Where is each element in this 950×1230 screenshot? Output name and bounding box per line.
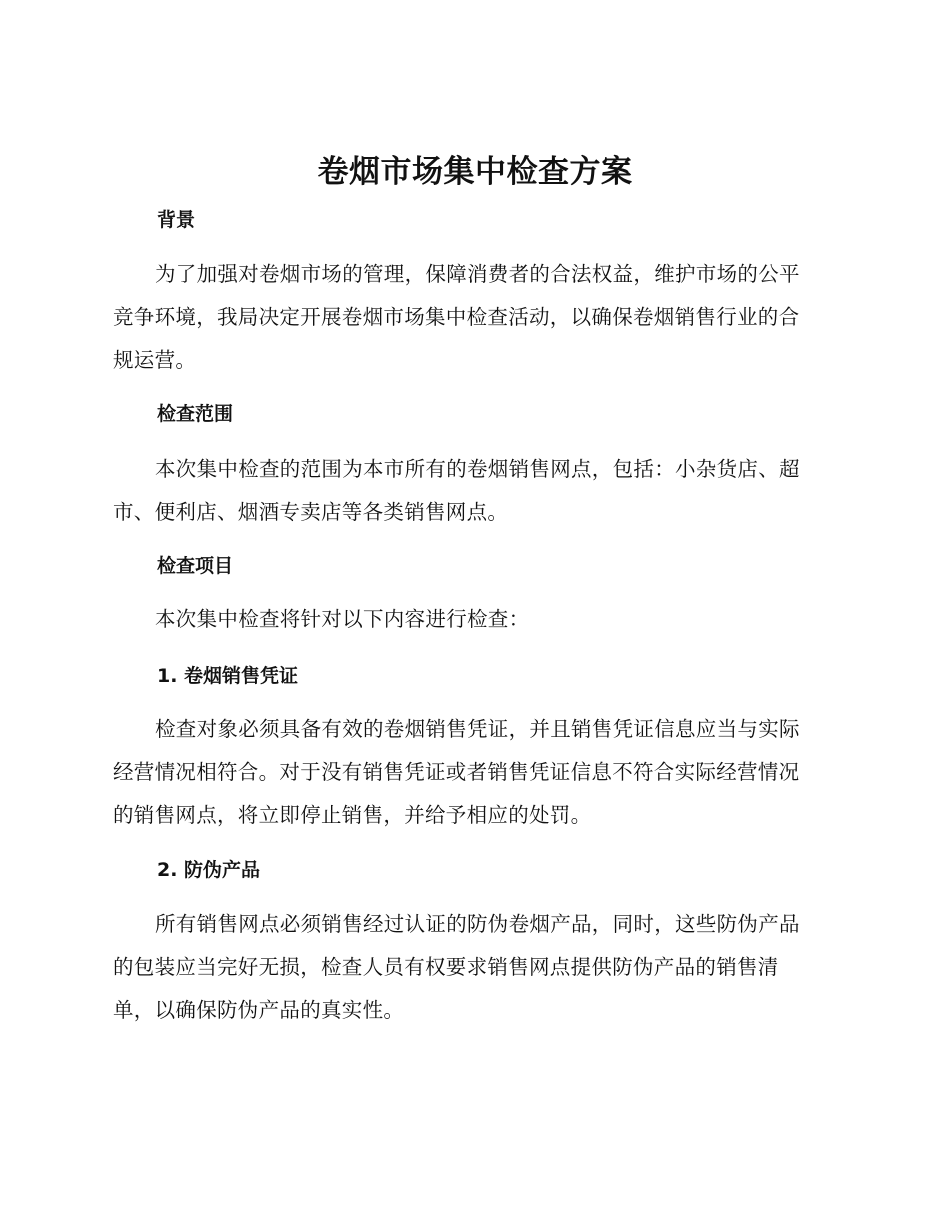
paragraph-line: 规运营。 — [113, 348, 197, 372]
paragraph-item-1 — [113, 708, 833, 837]
section-heading-item-1: 1. 卷烟销售凭证 — [157, 665, 299, 687]
section-heading-background: 背景 — [157, 209, 196, 231]
paragraph-scope — [113, 448, 833, 534]
paragraph-line: 市、便利店、烟酒专卖店等各类销售网点。 — [113, 500, 509, 524]
paragraph-background — [113, 253, 833, 382]
paragraph-line: 的销售网点，将立即停止销售，并给予相应的处罚。 — [113, 803, 592, 827]
paragraph-line: 本次集中检查的范围为本市所有的卷烟销售网点，包括：小杂货店、超 — [155, 457, 800, 481]
section-heading-scope: 检查范围 — [157, 403, 234, 425]
paragraph-line: 为了加强对卷烟市场的管理，保障消费者的合法权益，维护市场的公平 — [155, 262, 800, 286]
paragraph-line: 竞争环境，我局决定开展卷烟市场集中检查活动，以确保卷烟销售行业的合 — [113, 305, 800, 329]
paragraph-line: 本次集中检查将针对以下内容进行检查： — [155, 607, 530, 631]
paragraph-line: 单，以确保防伪产品的真实性。 — [113, 998, 405, 1022]
paragraph-items-intro — [113, 598, 833, 641]
paragraph-line: 检查对象必须具备有效的卷烟销售凭证，并且销售凭证信息应当与实际 — [155, 717, 800, 741]
paragraph-line: 的包装应当完好无损，检查人员有权要求销售网点提供防伪产品的销售清 — [113, 955, 779, 979]
section-heading-item-2: 2. 防伪产品 — [157, 859, 261, 881]
paragraph-item-2 — [113, 903, 833, 1032]
document-title: 卷烟市场集中检查方案 — [317, 154, 633, 190]
section-heading-items: 检查项目 — [157, 555, 234, 577]
paragraph-line: 所有销售网点必须销售经过认证的防伪卷烟产品，同时，这些防伪产品 — [155, 912, 800, 936]
paragraph-line: 经营情况相符合。对于没有销售凭证或者销售凭证信息不符合实际经营情况 — [113, 760, 800, 784]
